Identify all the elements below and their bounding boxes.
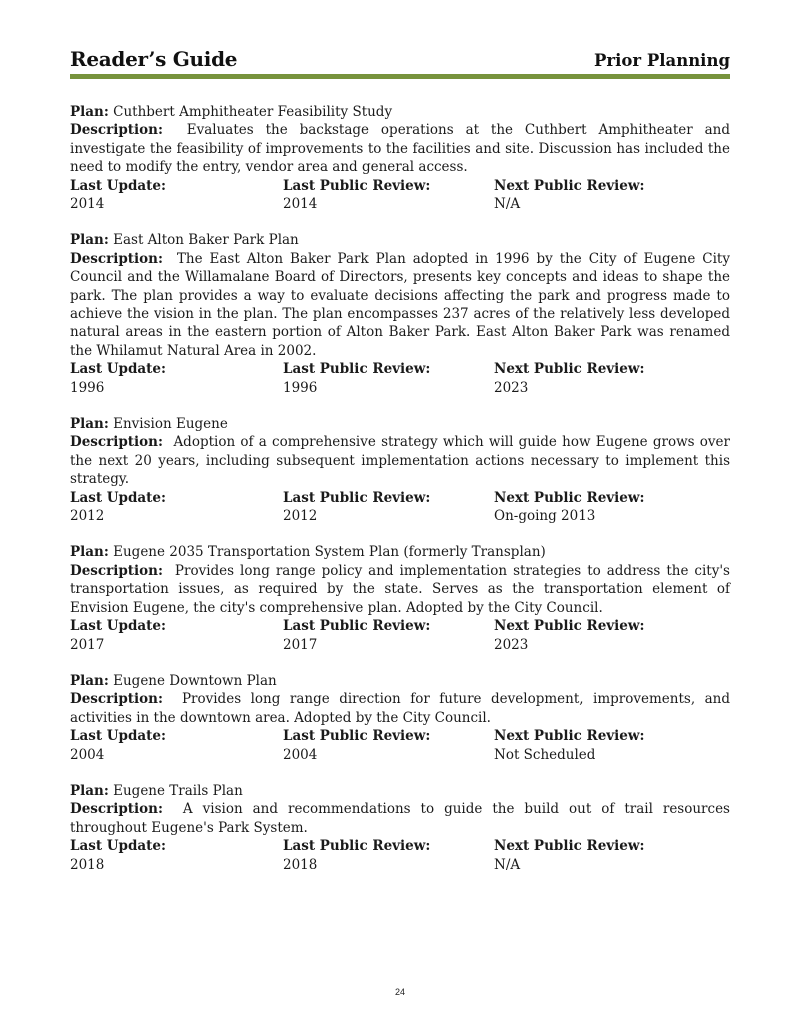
plan-label: Plan: [70, 416, 109, 433]
last-update-column [70, 617, 166, 654]
next-public-review-column [494, 360, 644, 397]
next-public-review-label: Next Public Review: [494, 489, 645, 506]
last-update-value: 1996 [70, 379, 105, 396]
plan-name-line [70, 231, 730, 249]
last-update-column [70, 489, 166, 526]
plan-description-line [70, 690, 730, 727]
last-public-review-column [283, 489, 430, 526]
next-public-review-value: 2023 [494, 636, 529, 653]
review-dates [70, 489, 730, 526]
plan-description: Evaluates the backstage operations at the Cuthbert Amphitheater and investigate the feasibility of improvements to the facilities and site. Discussion has included the need to modify the entry, vendor area and general access. [70, 122, 730, 176]
last-public-review-label: Last Public Review: [283, 361, 431, 378]
description-label: Description: [70, 434, 163, 451]
last-public-review-column [283, 177, 430, 214]
plan-name: Envision Eugene [113, 416, 228, 433]
next-public-review-label: Next Public Review: [494, 618, 645, 635]
page-number: 24 [394, 987, 405, 997]
review-dates [70, 727, 730, 764]
plan-name-line [70, 672, 730, 690]
plan-entry [70, 103, 730, 213]
page-header [70, 44, 730, 76]
plan-description-line [70, 433, 730, 488]
next-public-review-label: Next Public Review: [494, 728, 645, 745]
plan-name-line [70, 103, 730, 121]
review-dates [70, 617, 730, 654]
plan-description-line [70, 121, 730, 176]
plan-entry [70, 415, 730, 525]
last-update-label: Last Update: [70, 361, 166, 378]
plan-entry [70, 231, 730, 397]
plan-label: Plan: [70, 544, 109, 561]
last-update-label: Last Update: [70, 177, 166, 194]
next-public-review-value: 2023 [494, 379, 529, 396]
last-update-column [70, 360, 166, 397]
last-update-column [70, 727, 166, 764]
plan-name-line [70, 543, 730, 561]
last-update-value: 2017 [70, 636, 105, 653]
last-update-column [70, 837, 166, 874]
review-dates [70, 360, 730, 397]
last-public-review-value: 1996 [283, 379, 318, 396]
last-public-review-column [283, 617, 430, 654]
plan-name: Cuthbert Amphitheater Feasibility Study [113, 104, 393, 120]
plan-description: The East Alton Baker Park Plan adopted in 1996 by the City of Eugene City Council and the Willamalane Board of Directors, presents key concepts and ideas to shape the park. The plan provides a way to evaluate decisions affecting the park and progress made to achieve the vision in the plan. The plan encompasses 237 acres of the relatively less developed natural areas in the eastern portion of Alton Baker Park. East Alton Baker Park was renamed the Whilamut Natural Area in 2002. [70, 250, 730, 359]
last-update-value: 2014 [70, 196, 105, 213]
next-public-review-column [494, 727, 644, 764]
review-dates [70, 837, 730, 874]
plan-description-line [70, 562, 730, 617]
next-public-review-label: Next Public Review: [494, 838, 645, 855]
description-label: Description: [70, 562, 163, 579]
plan-name-line [70, 782, 730, 800]
description-label: Description: [70, 801, 163, 818]
plan-label: Plan: [70, 782, 109, 799]
next-public-review-label: Next Public Review: [494, 361, 645, 378]
last-update-column [70, 177, 166, 214]
next-public-review-column [494, 617, 644, 654]
last-update-value: 2004 [70, 746, 105, 763]
plan-description: Provides long range direction for future development, improvements, and activities in the downtown area. Adopted by the City Council. [70, 691, 730, 726]
plan-list [70, 103, 730, 892]
last-public-review-column [283, 837, 430, 874]
last-update-label: Last Update: [70, 838, 166, 855]
last-public-review-label: Last Public Review: [283, 728, 431, 745]
last-public-review-value: 2018 [283, 856, 318, 873]
last-public-review-label: Last Public Review: [283, 838, 431, 855]
last-update-label: Last Update: [70, 618, 166, 635]
next-public-review-column [494, 837, 644, 874]
next-public-review-value: On-going 2013 [494, 508, 596, 525]
plan-name: East Alton Baker Park Plan [113, 232, 299, 249]
plan-label: Plan: [70, 104, 109, 120]
last-update-label: Last Update: [70, 728, 166, 745]
next-public-review-column [494, 489, 644, 526]
description-label: Description: [70, 250, 163, 267]
next-public-review-column [494, 177, 644, 214]
plan-entry [70, 543, 730, 653]
last-public-review-column [283, 360, 430, 397]
last-public-review-label: Last Public Review: [283, 177, 431, 194]
plan-description: Provides long range policy and implementation strategies to address the city's transportation issues, as required by the state. Serves as the transportation element of Envision Eugene, the city's comprehensive plan. Adopted by the City Council. [70, 562, 730, 616]
plan-description: A vision and recommendations to guide the build out of trail resources throughout Eugene's Park System. [70, 801, 730, 836]
review-dates [70, 177, 730, 214]
last-public-review-label: Last Public Review: [283, 489, 431, 506]
guide-title: Reader’s Guide [70, 47, 238, 71]
section-title: Prior Planning [594, 51, 730, 70]
plan-name-line [70, 415, 730, 433]
plan-name: Eugene Downtown Plan [113, 672, 277, 689]
last-public-review-value: 2014 [283, 196, 318, 213]
next-public-review-value: N/A [494, 196, 521, 213]
plan-entry [70, 782, 730, 874]
last-public-review-value: 2012 [283, 508, 318, 525]
plan-name: Eugene 2035 Transportation System Plan (formerly Transplan) [113, 544, 546, 561]
last-public-review-label: Last Public Review: [283, 618, 431, 635]
last-public-review-value: 2017 [283, 636, 318, 653]
last-public-review-value: 2004 [283, 746, 318, 763]
plan-description-line [70, 800, 730, 837]
last-update-value: 2012 [70, 508, 105, 525]
plan-description: Adoption of a comprehensive strategy which will guide how Eugene grows over the next 20 years, including subsequent implementation actions necessary to implement this strategy. [70, 434, 730, 488]
plan-description-line [70, 250, 730, 360]
last-update-value: 2018 [70, 856, 105, 873]
description-label: Description: [70, 122, 163, 139]
last-update-label: Last Update: [70, 489, 166, 506]
plan-label: Plan: [70, 672, 109, 689]
next-public-review-value: Not Scheduled [494, 746, 596, 763]
last-public-review-column [283, 727, 430, 764]
description-label: Description: [70, 691, 163, 708]
header-rule [70, 74, 730, 79]
plan-entry [70, 672, 730, 764]
plan-label: Plan: [70, 232, 109, 249]
next-public-review-label: Next Public Review: [494, 177, 645, 194]
next-public-review-value: N/A [494, 856, 521, 873]
plan-name: Eugene Trails Plan [113, 782, 243, 799]
